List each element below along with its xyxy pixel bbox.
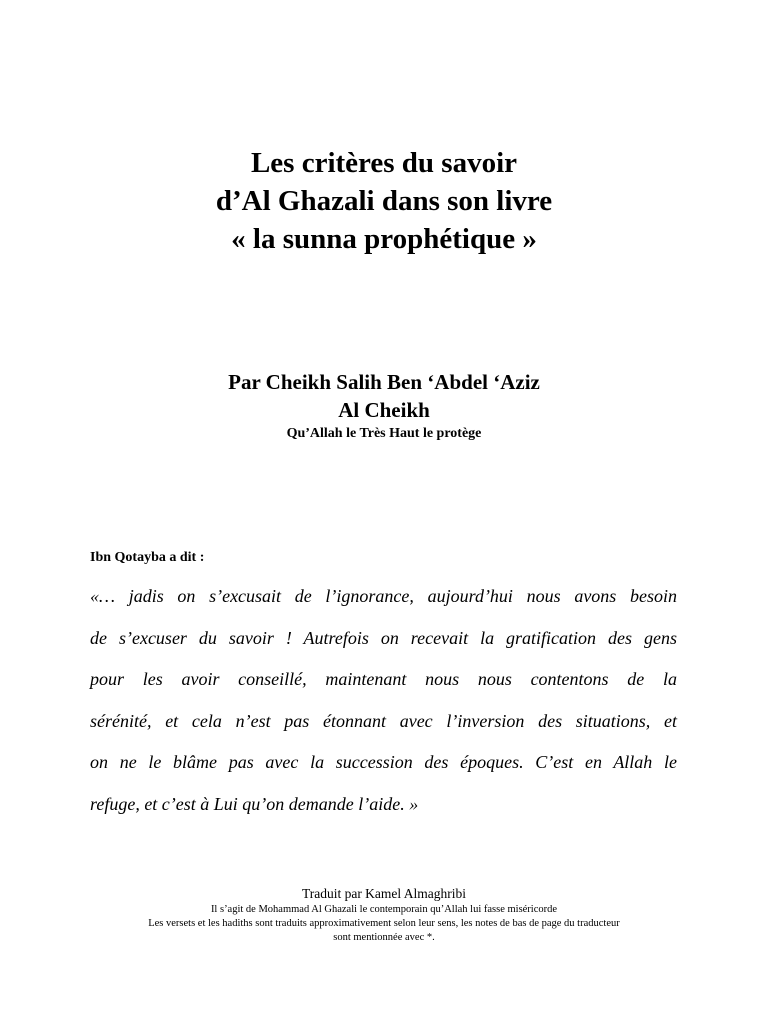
quote-line: «… jadis on s’excusait de l’ignorance, aujourd’hui nous avons besoin [90,586,677,606]
title-line-1: Les critères du savoir [250,147,518,179]
quote-line: pour les avoir conseillé, maintenant nous nous contentons de la [90,669,677,690]
quote-line: sérénité, et cela n’est pas étonnant avec l’inversion des situations, et [90,710,677,731]
title-line-3: « la sunna prophétique » [231,223,537,255]
footer-notes [0,884,768,945]
footnote-translation: Les versets et les hadiths sont traduits approximativement selon leur sens, les notes de bas de page du traducteur [148,918,620,929]
quote-paragraph [90,576,677,826]
title-line-2: d’Al Ghazali dans son livre [215,185,553,217]
footnote-translation-continued: sont mentionnée avec *. [333,932,435,943]
quote-line: de s’excuser du savoir ! Autrefois on recevait la gratification des gens [90,627,677,648]
quote-line: on ne le blâme pas avec la succession des époques. C’est en Allah le [90,752,677,773]
author-name-line-1: Par Cheikh Salih Ben ‘Abdel ‘Aziz [228,370,540,394]
author-blessing: Qu’Allah le Très Haut le protège [286,426,482,441]
translator-credit: Traduit par Kamel Almaghribi [301,886,467,901]
author-block [0,368,768,444]
quote-attribution: Ibn Qotayba a dit : [90,550,205,565]
quote-line: refuge, et c’est à Lui qu’on demande l’aide. » [90,793,419,814]
author-name-line-2: Al Cheikh [338,398,430,422]
document-title [0,144,768,258]
footnote-ghazali: Il s’agit de Mohammad Al Ghazali le contemporain qu’Allah lui fasse miséricorde [210,904,558,915]
